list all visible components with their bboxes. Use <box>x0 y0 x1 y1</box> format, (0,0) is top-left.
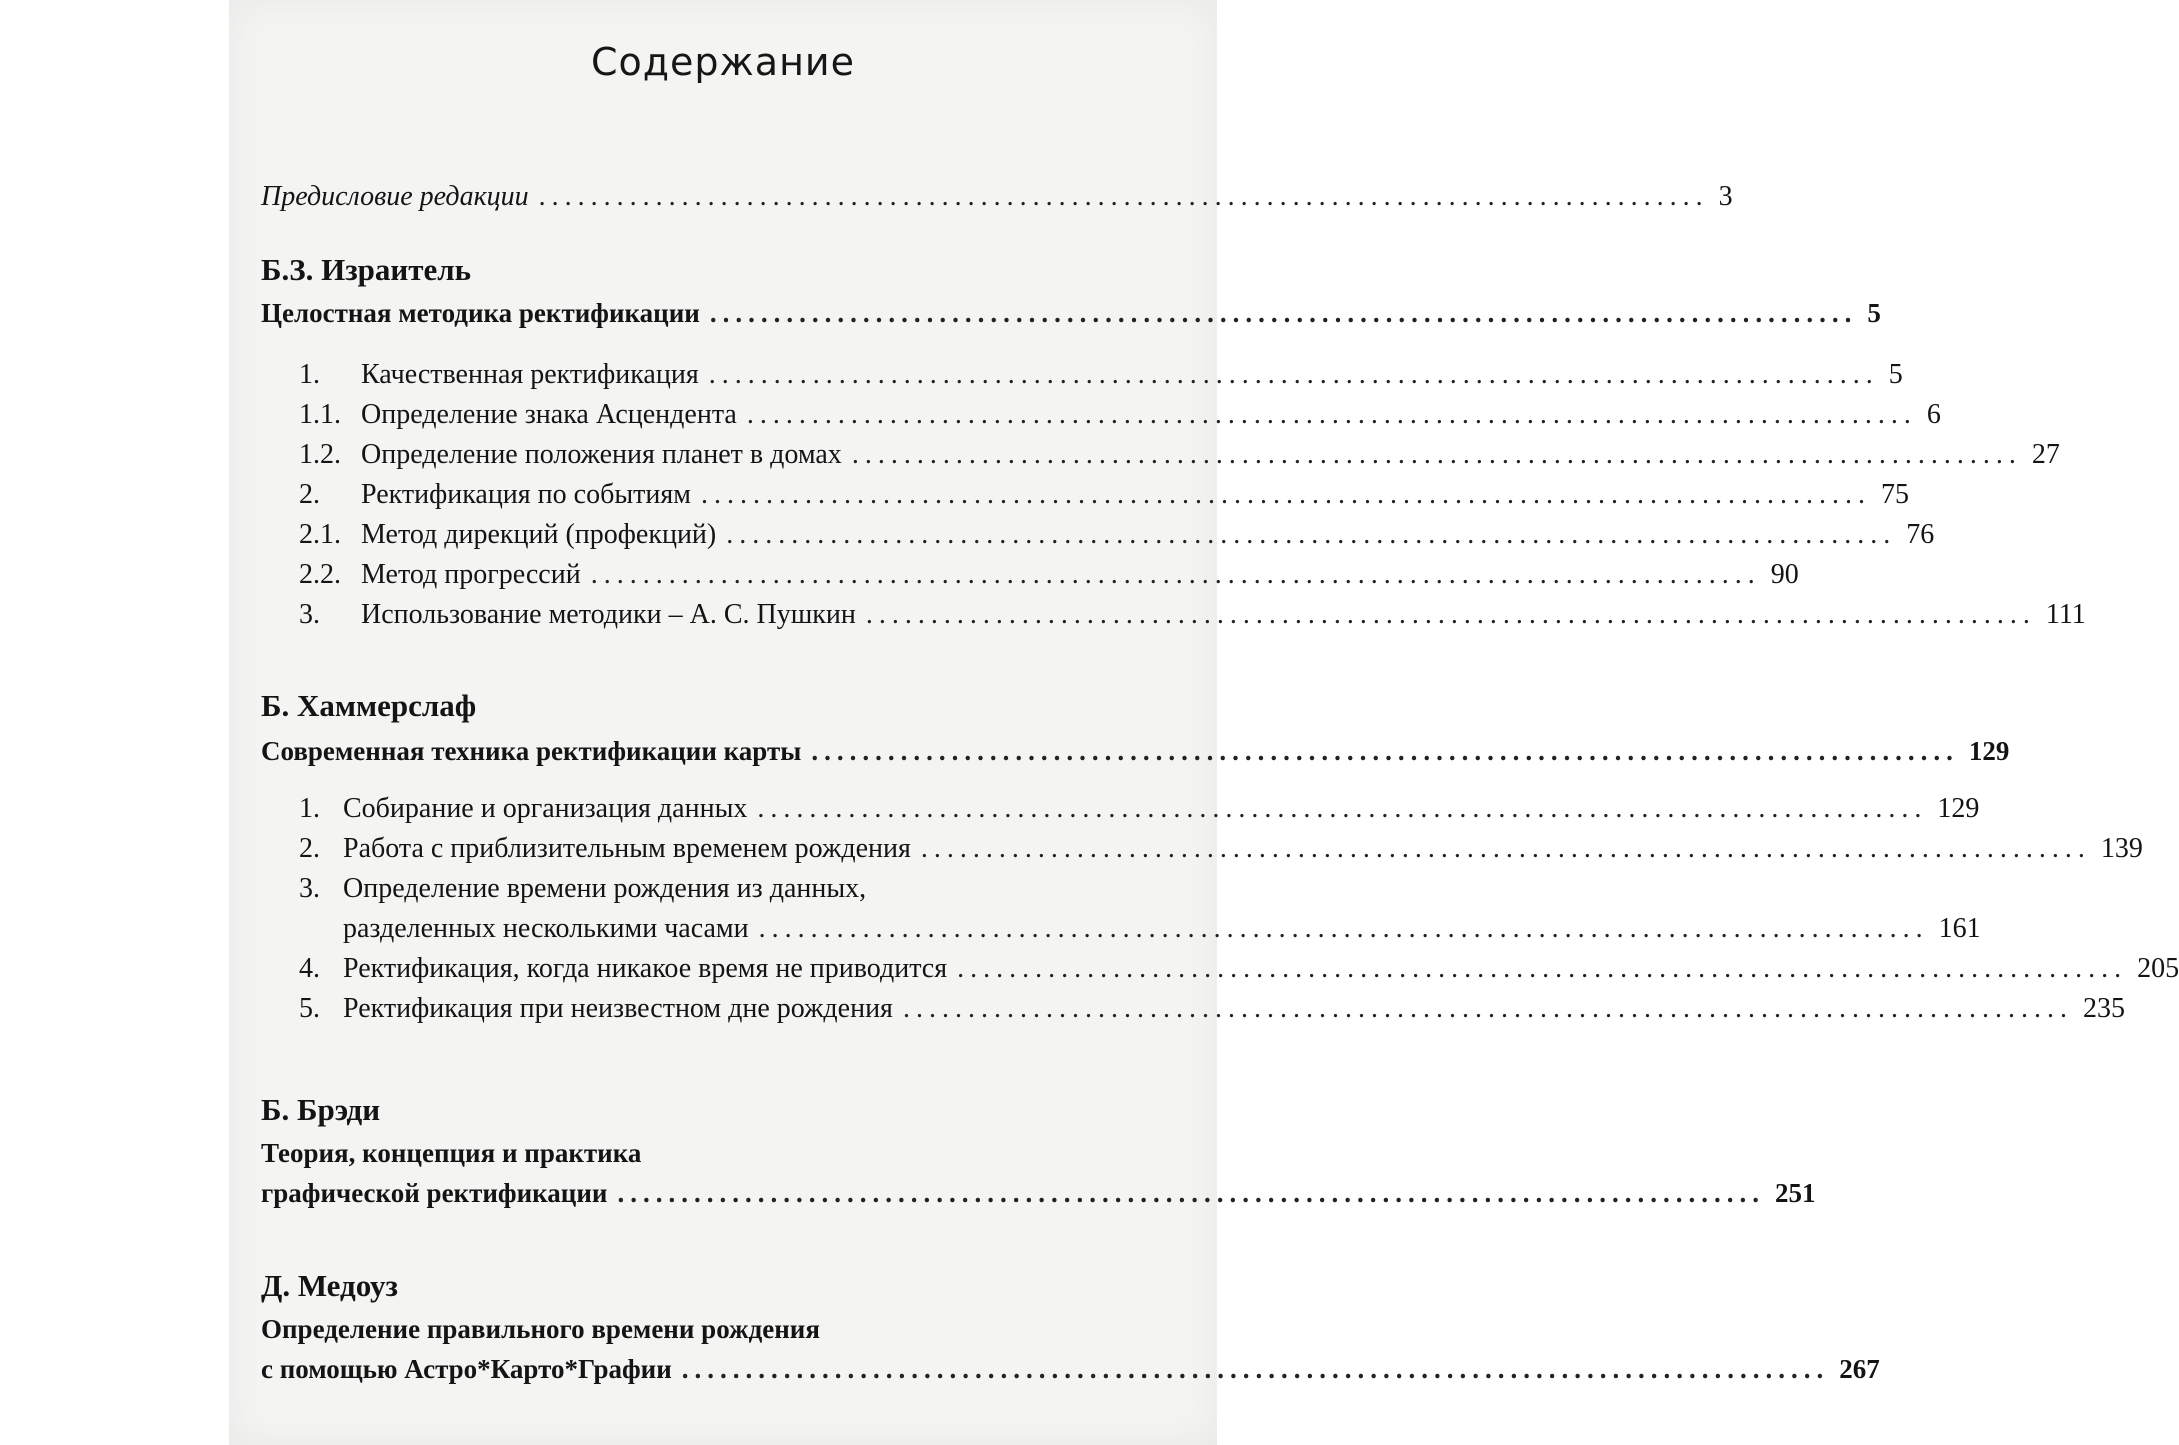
toc-entry-label: Современная техника ректификации карты <box>261 736 802 766</box>
toc-entry-page: 267 <box>1839 1354 1880 1384</box>
toc-entry[interactable] <box>299 358 1903 392</box>
toc-entry-page: 161 <box>1938 913 1981 944</box>
toc-entry-number: 1. <box>299 793 320 824</box>
leader-dots: .......................................................................................... <box>590 559 1761 590</box>
toc-entry-page: 129 <box>1937 793 1980 824</box>
toc-entry-number: 4. <box>299 953 320 984</box>
toc-entry-number: 1.1. <box>299 399 341 430</box>
leader-dots: .......................................................................................... <box>617 1178 1765 1208</box>
toc-entry-number: 1.2. <box>299 439 341 470</box>
toc-entry-page: 27 <box>2031 439 2060 470</box>
toc-entry[interactable] <box>299 438 2060 472</box>
leader-dots: .......................................................................................... <box>538 181 1709 212</box>
toc-entry-label: Качественная ректификация <box>361 359 699 390</box>
toc-entry-page: 75 <box>1880 479 1909 510</box>
toc-entry-label: Целостная методика ректификации <box>261 298 700 328</box>
leader-dots: .......................................................................................... <box>758 913 1929 944</box>
toc-entry[interactable] <box>299 518 1935 552</box>
toc-entry[interactable] <box>299 558 1799 592</box>
toc-entry-number: 1. <box>299 359 320 390</box>
page-title: Содержание <box>591 40 855 84</box>
leader-dots: .......................................................................................... <box>902 993 2073 1024</box>
toc-entry-number: 2.2. <box>299 559 341 590</box>
toc-entry-page: 90 <box>1770 559 1799 590</box>
leader-dots: .......................................................................................... <box>957 953 2128 984</box>
toc-entry-label: Ректификация по событиям <box>361 479 691 510</box>
toc-entry-number: 3. <box>299 599 320 630</box>
toc-entry-page: 251 <box>1774 1178 1816 1208</box>
toc-entry-page: 111 <box>2045 599 2086 630</box>
toc-entry-number: 3. <box>299 873 320 904</box>
toc-entry-preface[interactable] <box>261 180 1733 214</box>
toc-entry-number: 2. <box>299 833 320 864</box>
toc-entry[interactable] <box>299 992 2125 1026</box>
toc-entry-label-continued: графической ректификации <box>261 1178 608 1208</box>
leader-dots: .......................................................................................... <box>709 298 1858 328</box>
toc-entry-label: Метод дирекций (профекций) <box>361 519 717 550</box>
leader-dots: .......................................................................................... <box>757 793 1928 824</box>
toc-entry-label: Работа с приблизительным временем рождения <box>343 833 911 864</box>
toc-entry[interactable] <box>299 952 2179 986</box>
toc-work-entry[interactable] <box>261 734 2010 768</box>
toc-entry-number: 5. <box>299 993 320 1024</box>
author-heading: Б. Хаммерслаф <box>261 688 477 723</box>
toc-entry[interactable] <box>299 598 2086 632</box>
toc-entry-label: Определение времени рождения из данных, <box>343 873 867 904</box>
toc-entry-page: 5 <box>1888 359 1903 390</box>
toc-work-entry[interactable] <box>261 1352 1880 1386</box>
toc-entry[interactable] <box>343 912 1981 946</box>
toc-entry-label: Метод прогрессий <box>361 559 581 590</box>
toc-entry-label: Определение положения планет в домах <box>361 439 842 470</box>
leader-dots: .......................................................................................... <box>726 519 1897 550</box>
toc-work-entry[interactable] <box>261 1176 1816 1210</box>
leader-dots: .......................................................................................... <box>746 399 1917 430</box>
leader-dots: .......................................................................................... <box>681 1354 1830 1384</box>
toc-entry-number: 2.1. <box>299 519 341 550</box>
toc-entry-label: Ректификация, когда никакое время не приводится <box>343 953 948 984</box>
toc-entry[interactable] <box>299 832 2143 866</box>
toc-entry-page: 235 <box>2082 993 2125 1024</box>
toc-entry-page: 129 <box>1968 736 2010 766</box>
author-heading: Б.З. Израитель <box>261 252 472 287</box>
toc-entry[interactable] <box>299 478 1909 512</box>
leader-dots: .......................................................................................... <box>851 439 2022 470</box>
toc-entry-number: 2. <box>299 479 320 510</box>
toc-entry-first-line[interactable] <box>299 872 1139 906</box>
toc-entry-page: 76 <box>1906 519 1935 550</box>
toc-entry[interactable] <box>299 398 1941 432</box>
toc-entry[interactable] <box>299 792 1980 826</box>
book-page <box>229 0 2179 1445</box>
toc-entry-page: 5 <box>1867 298 1881 328</box>
leader-dots: .......................................................................................... <box>708 359 1879 390</box>
toc-entry-label: Использование методики – А. С. Пушкин <box>361 599 856 630</box>
toc-entry-page: 6 <box>1926 399 1941 430</box>
toc-work-entry-first-line[interactable]: Теория, концепция и практика <box>261 1138 642 1168</box>
toc-work-entry[interactable] <box>261 296 1881 330</box>
author-heading: Б. Брэди <box>261 1092 381 1127</box>
toc-entry-label: Ректификация при неизвестном дне рождения <box>343 993 893 1024</box>
toc-entry-page: 3 <box>1718 181 1733 212</box>
toc-work-entry-first-line[interactable]: Определение правильного времени рождения <box>261 1314 820 1344</box>
leader-dots: .......................................................................................... <box>920 833 2091 864</box>
toc-entry-label: Предисловие редакции <box>261 181 529 212</box>
toc-entry-label: Собирание и организация данных <box>343 793 748 824</box>
toc-entry-label-continued: с помощью Астро*Карто*Графии <box>261 1354 672 1384</box>
toc-entry-label-continued: разделенных несколькими часами <box>343 913 749 944</box>
leader-dots: .......................................................................................... <box>811 736 1959 766</box>
toc-entry-label: Определение знака Асцендента <box>361 399 737 430</box>
leader-dots: .......................................................................................... <box>700 479 1871 510</box>
toc-entry-page: 205 <box>2137 953 2179 984</box>
author-heading: Д. Медоуз <box>261 1268 398 1303</box>
toc-entry-page: 139 <box>2100 833 2143 864</box>
leader-dots: .......................................................................................... <box>865 599 2036 630</box>
